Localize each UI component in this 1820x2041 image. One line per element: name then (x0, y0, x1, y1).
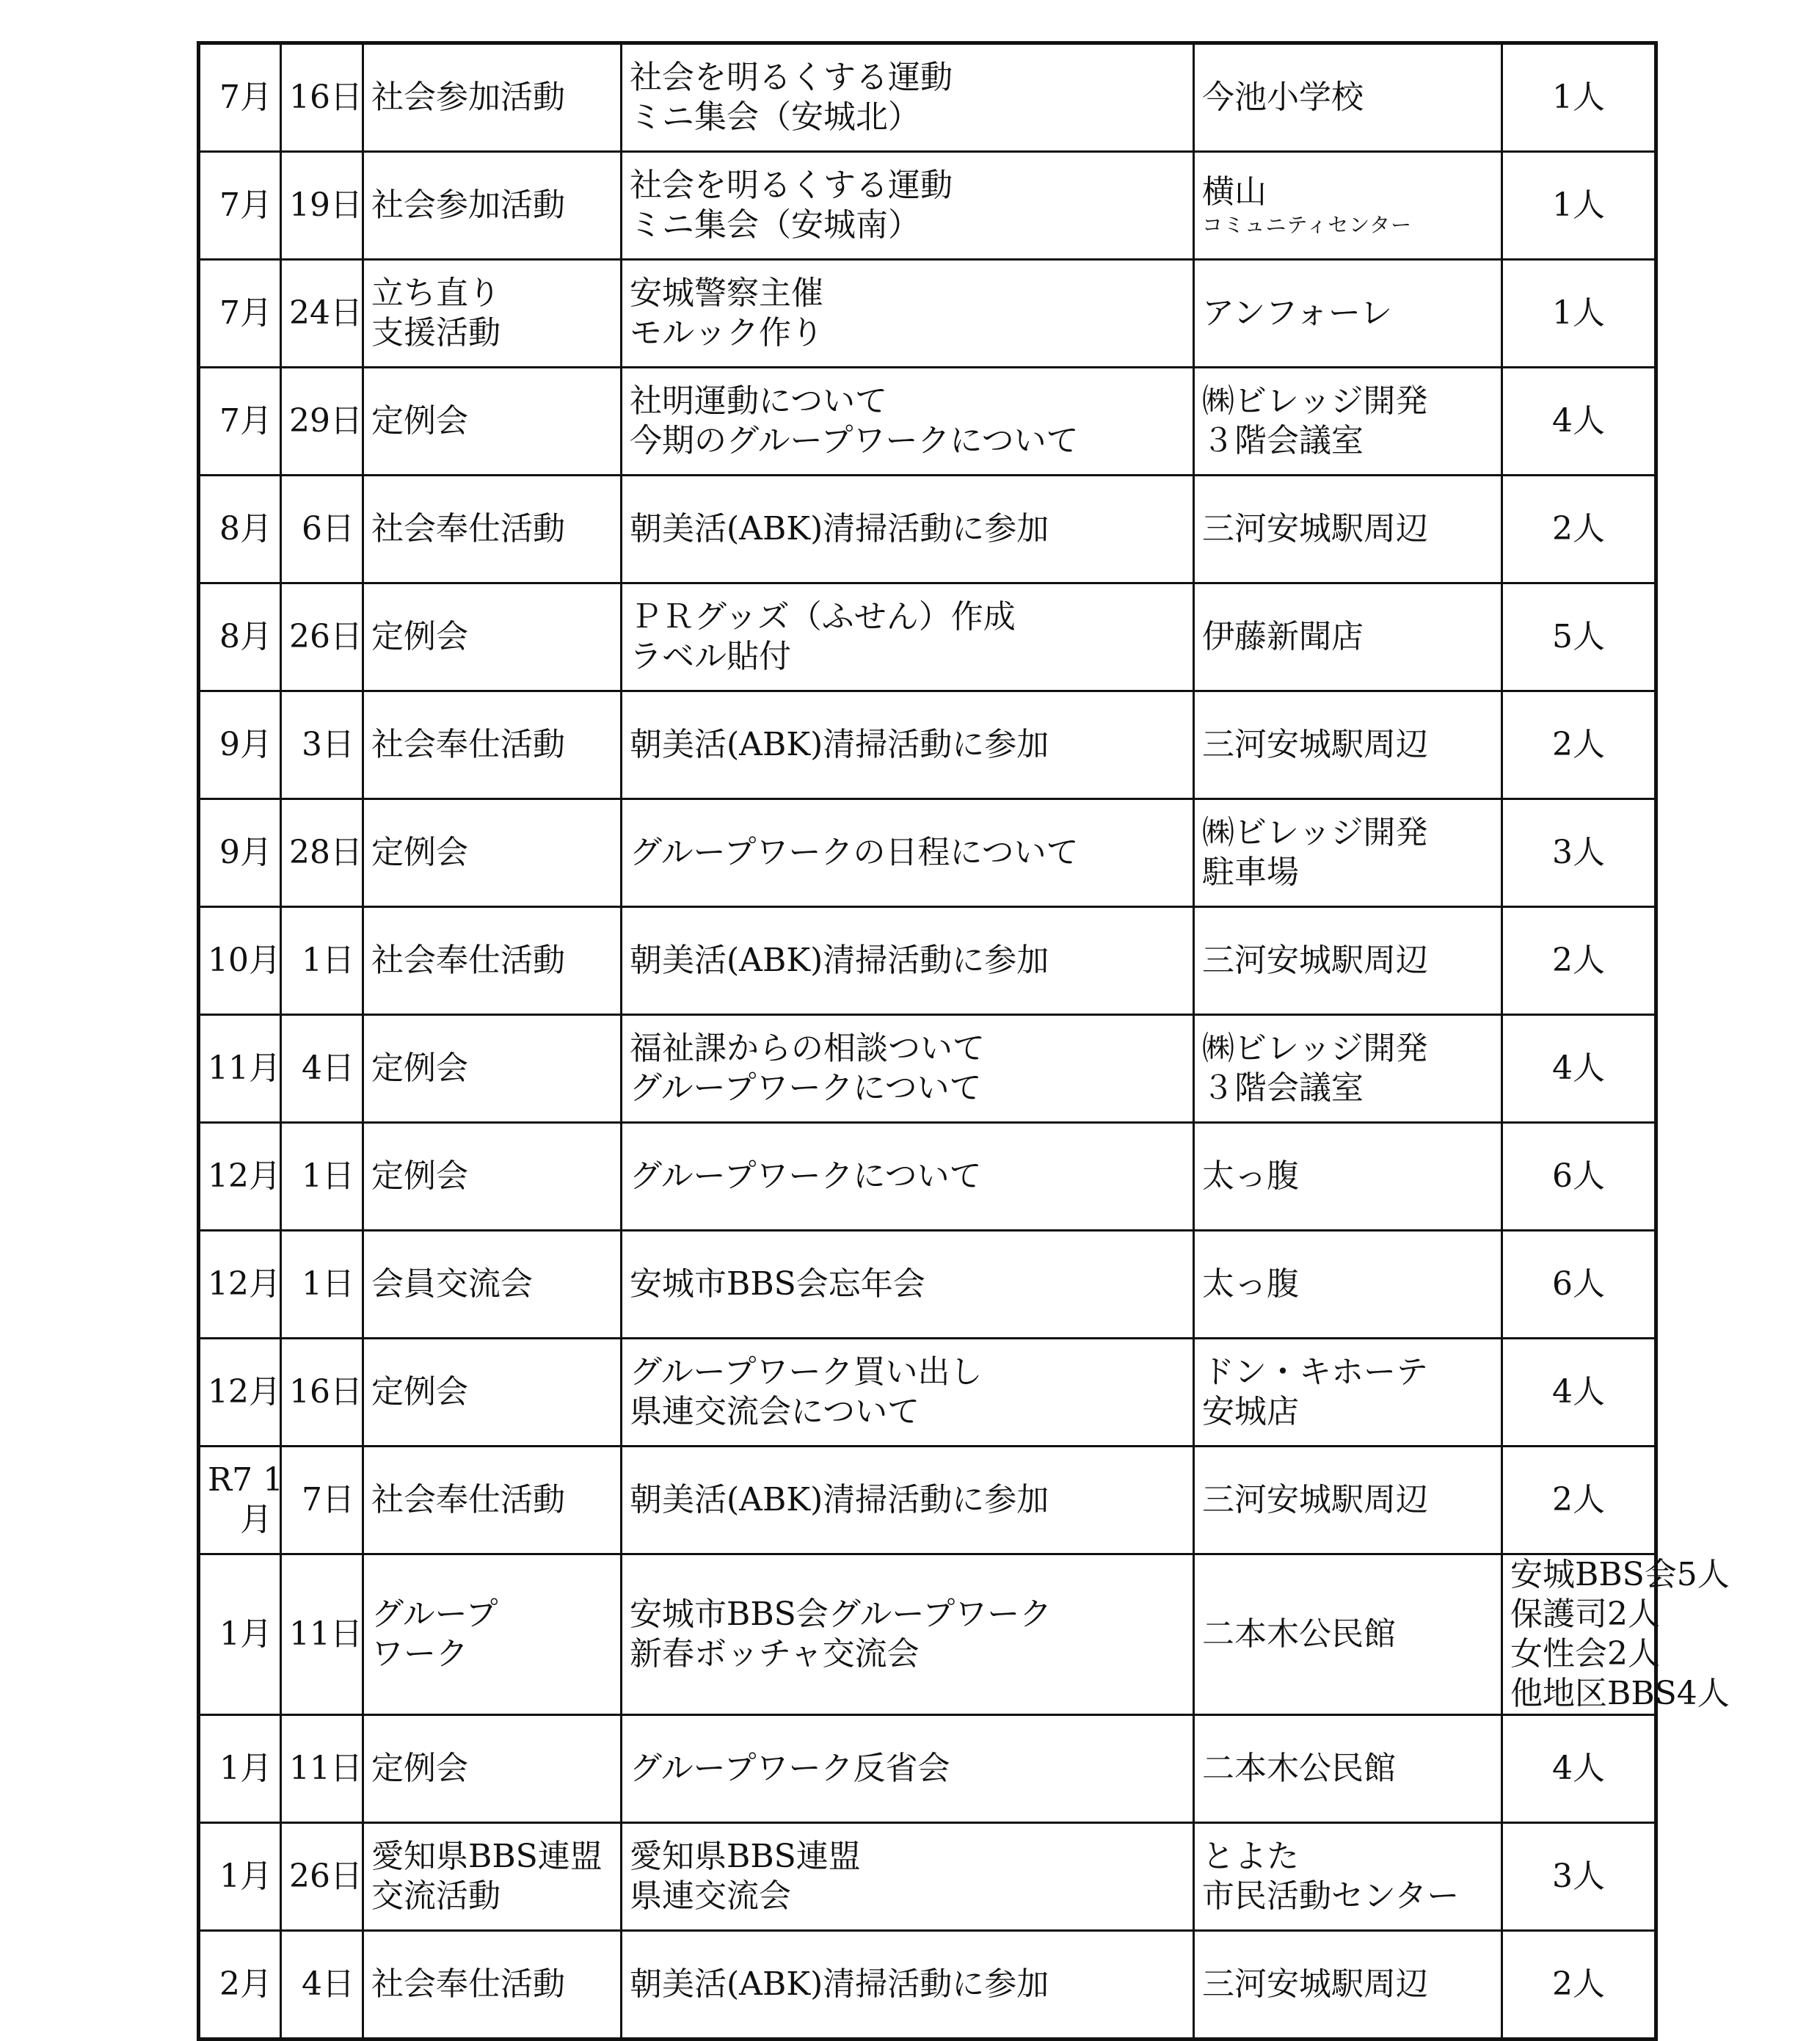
category-cell (363, 260, 622, 368)
category-cell: 定例会 (363, 799, 622, 907)
venue-cell-line: 太っ腹 (1202, 1265, 1299, 1303)
content-cell (622, 691, 1194, 799)
count-cell-line: 女性会2人 (1510, 1635, 1660, 1673)
activity-table (197, 41, 1730, 2041)
venue-cell-line: 二本木公民館 (1202, 1615, 1396, 1653)
content-cell (622, 1231, 1194, 1339)
content-cell (622, 476, 1194, 583)
table-row (199, 1554, 1656, 1715)
content-cell (622, 1715, 1194, 1823)
month-cell (199, 1447, 284, 1554)
category-cell: 定例会 (363, 368, 622, 476)
activity-table-body (199, 43, 1730, 2040)
venue-cell (1194, 1447, 1502, 1554)
table-row (199, 43, 1656, 152)
venue-cell (1194, 368, 1502, 476)
count-cell: 2人 (1502, 476, 1656, 583)
month-cell-line: R7 1 (208, 1461, 284, 1499)
count-cell: 4人 (1502, 1015, 1656, 1123)
venue-cell-line: 安城店 (1202, 1393, 1299, 1430)
content-cell-line: グループワークについて (630, 1069, 982, 1107)
content-cell-line: 安城市BBS会忘年会 (630, 1265, 925, 1303)
day-cell: 26日 (281, 1823, 363, 1931)
month-cell: 2月 (199, 1931, 281, 2040)
month-cell: 12月 (199, 1231, 281, 1339)
venue-cell (1194, 152, 1502, 260)
month-cell: 7月 (199, 368, 281, 476)
venue-cell-line: ㈱ビレッジ開発 (1202, 382, 1428, 420)
content-cell (622, 1123, 1194, 1231)
venue-cell-line: 駐車場 (1202, 854, 1299, 891)
venue-cell-line: 三河安城駅周辺 (1202, 510, 1428, 547)
count-cell (1502, 1554, 1730, 1715)
month-cell: 10月 (199, 907, 281, 1015)
table-row (199, 1015, 1656, 1123)
table-row (199, 152, 1656, 260)
month-cell: 7月 (199, 260, 281, 368)
day-cell: 1日 (281, 1123, 363, 1231)
category-cell: 社会奉仕活動 (363, 1931, 622, 2040)
content-cell-line: 愛知県BBS連盟 (630, 1838, 861, 1875)
venue-cell-line: 市民活動センター (1202, 1877, 1460, 1915)
category-cell: 定例会 (363, 1015, 622, 1123)
day-cell: 24日 (281, 260, 363, 368)
content-cell (622, 368, 1194, 476)
month-cell-line: 月 (240, 1501, 272, 1538)
month-cell: 7月 (199, 152, 281, 260)
category-cell: 会員交流会 (363, 1231, 622, 1339)
count-cell: 3人 (1502, 1823, 1656, 1931)
month-cell: 9月 (199, 691, 281, 799)
table-row (199, 691, 1656, 799)
content-cell-line: ＰＲグッズ（ふせん）作成 (630, 598, 1016, 636)
day-cell: 19日 (281, 152, 363, 260)
content-cell-line: グループワークの日程について (630, 834, 1079, 871)
day-cell: 16日 (281, 1339, 363, 1447)
table-row (199, 1823, 1656, 1931)
category-cell: 定例会 (363, 1715, 622, 1823)
day-cell: 6日 (281, 476, 363, 583)
venue-cell-line: ㈱ビレッジ開発 (1202, 1030, 1428, 1067)
category-cell: 社会参加活動 (363, 43, 622, 152)
venue-cell (1194, 43, 1502, 152)
day-cell: 4日 (281, 1015, 363, 1123)
venue-cell (1194, 1715, 1502, 1823)
venue-cell-subline: コミュニティセンター (1202, 213, 1413, 237)
day-cell: 4日 (281, 1931, 363, 2040)
venue-cell (1194, 907, 1502, 1015)
venue-cell-line: 三河安城駅周辺 (1202, 942, 1428, 979)
day-cell: 11日 (281, 1715, 363, 1823)
venue-cell-line: 三河安城駅周辺 (1202, 1965, 1428, 2003)
content-cell-line: グループワーク買い出し (630, 1353, 983, 1391)
venue-cell (1194, 1231, 1502, 1339)
content-cell-line: グループワークについて (630, 1157, 982, 1195)
month-cell: 9月 (199, 799, 281, 907)
category-cell (363, 1554, 622, 1715)
venue-cell-line: ３階会議室 (1202, 422, 1364, 459)
count-cell: 1人 (1502, 260, 1656, 368)
content-cell-line: 朝美活(ABK)清掃活動に参加 (630, 1965, 1049, 2003)
table-row (199, 476, 1656, 583)
month-cell: 8月 (199, 583, 281, 691)
table-row (199, 1231, 1656, 1339)
category-cell-line: 交流活動 (371, 1877, 500, 1915)
venue-cell (1194, 1931, 1502, 2040)
venue-cell-line: 太っ腹 (1202, 1157, 1299, 1195)
month-cell: 1月 (199, 1823, 281, 1931)
venue-cell-line: 二本木公民館 (1202, 1750, 1396, 1787)
category-cell: 定例会 (363, 1123, 622, 1231)
category-cell-line: 愛知県BBS連盟 (371, 1838, 603, 1875)
venue-cell-line: 三河安城駅周辺 (1202, 726, 1428, 763)
table-row (199, 907, 1656, 1015)
venue-cell-line: 伊藤新聞店 (1202, 618, 1364, 655)
content-cell (622, 583, 1194, 691)
content-cell (622, 260, 1194, 368)
content-cell (622, 1447, 1194, 1554)
month-cell: 12月 (199, 1339, 281, 1447)
content-cell-line: 朝美活(ABK)清掃活動に参加 (630, 1481, 1049, 1518)
venue-cell (1194, 691, 1502, 799)
month-cell: 11月 (199, 1015, 281, 1123)
content-cell (622, 1823, 1194, 1931)
venue-cell-line: アンフォーレ (1202, 294, 1393, 332)
venue-cell (1194, 1123, 1502, 1231)
month-cell: 1月 (199, 1554, 281, 1715)
day-cell: 11日 (281, 1554, 363, 1715)
day-cell: 1日 (281, 1231, 363, 1339)
content-cell-line: 社会を明るくする運動 (630, 167, 953, 204)
content-cell-line: 福祉課からの相談ついて (630, 1030, 985, 1067)
venue-cell-line: 今池小学校 (1202, 79, 1364, 116)
content-cell (622, 1015, 1194, 1123)
count-cell: 2人 (1502, 691, 1656, 799)
count-cell: 4人 (1502, 1715, 1656, 1823)
content-cell-line: 朝美活(ABK)清掃活動に参加 (630, 726, 1049, 763)
table-row (199, 583, 1656, 691)
content-cell-line: ミニ集会（安城南） (630, 206, 920, 244)
content-cell (622, 152, 1194, 260)
venue-cell (1194, 1823, 1502, 1931)
content-cell-line: 新春ボッチャ交流会 (630, 1635, 920, 1673)
content-cell (622, 43, 1194, 152)
category-cell: 定例会 (363, 1339, 622, 1447)
category-cell: 定例会 (363, 583, 622, 691)
category-cell-line: ワーク (371, 1635, 468, 1673)
count-cell: 2人 (1502, 1931, 1656, 2040)
count-cell: 2人 (1502, 1447, 1656, 1554)
month-cell: 1月 (199, 1715, 281, 1823)
venue-cell-line: ３階会議室 (1202, 1069, 1364, 1107)
count-cell: 6人 (1502, 1123, 1656, 1231)
category-cell: 社会奉仕活動 (363, 1447, 622, 1554)
count-cell: 5人 (1502, 583, 1656, 691)
count-cell: 4人 (1502, 368, 1656, 476)
month-cell: 7月 (199, 43, 281, 152)
content-cell-line: 社明運動について (630, 382, 888, 420)
count-cell: 2人 (1502, 907, 1656, 1015)
count-cell: 1人 (1502, 43, 1656, 152)
content-cell (622, 1339, 1194, 1447)
venue-cell-line: ドン・キホーテ (1202, 1353, 1428, 1391)
day-cell: 1日 (281, 907, 363, 1015)
month-cell: 12月 (199, 1123, 281, 1231)
table-row (199, 1447, 1656, 1554)
day-cell: 7日 (281, 1447, 363, 1554)
venue-cell (1194, 799, 1502, 907)
content-cell-line: 安城警察主催 (630, 274, 823, 312)
venue-cell-line: ㈱ビレッジ開発 (1202, 814, 1428, 851)
content-cell (622, 1931, 1194, 2040)
category-cell-line: 立ち直り (371, 274, 500, 312)
content-cell-line: 朝美活(ABK)清掃活動に参加 (630, 510, 1049, 547)
day-cell: 3日 (281, 691, 363, 799)
day-cell: 28日 (281, 799, 363, 907)
day-cell: 26日 (281, 583, 363, 691)
venue-cell (1194, 583, 1502, 691)
content-cell (622, 907, 1194, 1015)
count-cell-line: 安城BBS会5人 (1510, 1556, 1730, 1593)
category-cell: 社会奉仕活動 (363, 691, 622, 799)
content-cell-line: 社会を明るくする運動 (630, 59, 953, 96)
content-cell-line: 県連交流会について (630, 1393, 920, 1430)
table-row (199, 1931, 1656, 2040)
count-cell: 6人 (1502, 1231, 1656, 1339)
venue-cell-line: 横山 (1202, 173, 1267, 211)
content-cell-line: ミニ集会（安城北） (630, 98, 920, 136)
content-cell-line: ラベル貼付 (630, 638, 791, 675)
content-cell-line: 県連交流会 (630, 1877, 791, 1915)
table-row (199, 1339, 1656, 1447)
venue-cell (1194, 1015, 1502, 1123)
venue-cell (1194, 1554, 1502, 1715)
venue-cell (1194, 260, 1502, 368)
count-cell: 3人 (1502, 799, 1656, 907)
category-cell-line: グループ (371, 1596, 498, 1633)
month-cell: 8月 (199, 476, 281, 583)
table-row (199, 260, 1656, 368)
category-cell: 社会奉仕活動 (363, 907, 622, 1015)
category-cell: 社会参加活動 (363, 152, 622, 260)
day-cell: 16日 (281, 43, 363, 152)
content-cell-line: グループワーク反省会 (630, 1750, 950, 1787)
category-cell-line: 支援活動 (371, 314, 500, 352)
table-row (199, 1715, 1656, 1823)
count-cell: 4人 (1502, 1339, 1656, 1447)
table-row (199, 368, 1656, 476)
count-cell-line: 他地区BBS4人 (1510, 1675, 1730, 1712)
count-cell: 1人 (1502, 152, 1656, 260)
content-cell (622, 799, 1194, 907)
table-row (199, 1123, 1656, 1231)
count-cell-line: 保護司2人 (1510, 1596, 1660, 1633)
venue-cell-line: 三河安城駅周辺 (1202, 1481, 1428, 1518)
venue-cell-line: とよた (1202, 1838, 1299, 1875)
content-cell (622, 1554, 1194, 1715)
content-cell-line: 安城市BBS会グループワーク (630, 1596, 1052, 1633)
table-row (199, 799, 1656, 907)
content-cell-line: モルック作り (630, 314, 823, 352)
content-cell-line: 今期のグループワークについて (630, 422, 1079, 459)
content-cell-line: 朝美活(ABK)清掃活動に参加 (630, 942, 1049, 979)
venue-cell (1194, 476, 1502, 583)
day-cell: 29日 (281, 368, 363, 476)
category-cell (363, 1823, 622, 1931)
venue-cell (1194, 1339, 1502, 1447)
category-cell: 社会奉仕活動 (363, 476, 622, 583)
